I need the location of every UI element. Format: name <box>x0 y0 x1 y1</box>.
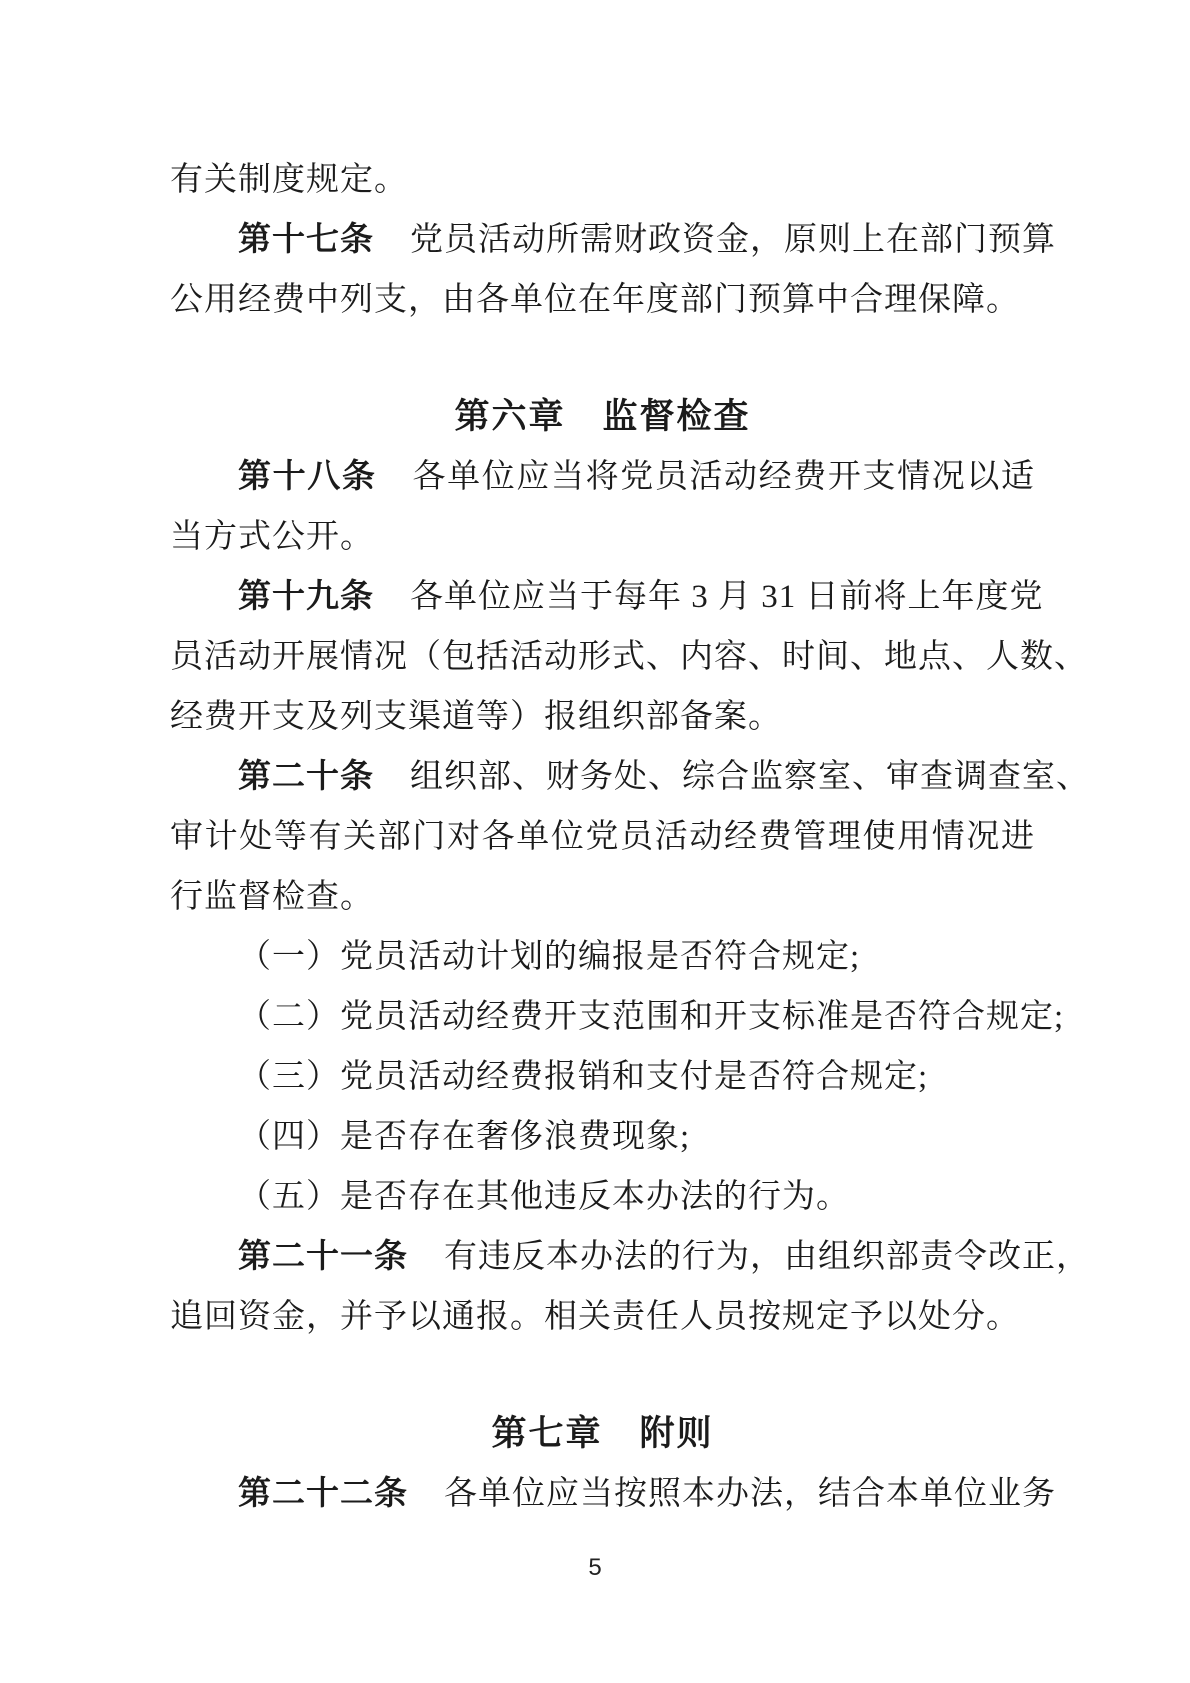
article-19-number: 第十九条 <box>238 579 374 615</box>
body-line: 审计处等有关部门对各单位党员活动经费管理使用情况进 <box>170 819 1035 855</box>
body-line: 有关制度规定。 <box>170 162 408 198</box>
article-21-text: 有违反本办法的行为，由组织部责令改正， <box>444 1239 1090 1275</box>
article-19-text: 各单位应当于每年 3 月 31 日前将上年度党 <box>410 579 1044 615</box>
article-17-number: 第十七条 <box>238 222 374 258</box>
body-line: 经费开支及列支渠道等）报组织部备案。 <box>170 699 782 735</box>
article-21-line <box>170 1227 1090 1287</box>
body-line: 公用经费中列支，由各单位在年度部门预算中合理保障。 <box>170 282 1020 318</box>
article-18-number: 第十八条 <box>238 459 377 495</box>
article-18-line <box>170 447 1035 507</box>
article-21-number: 第二十一条 <box>238 1239 408 1275</box>
article-22-text: 各单位应当按照本办法，结合本单位业务 <box>444 1476 1056 1512</box>
list-item-1: （一）党员活动计划的编报是否符合规定; <box>238 939 861 975</box>
list-item-3: （三）党员活动经费报销和支付是否符合规定; <box>238 1059 929 1095</box>
article-20-text: 组织部、财务处、综合监察室、审查调查室、 <box>410 759 1090 795</box>
article-19-line <box>170 567 1044 627</box>
article-18-text: 各单位应当将党员活动经费开支情况以适 <box>412 459 1036 495</box>
body-line: 员活动开展情况（包括活动形式、内容、时间、地点、人数、 <box>170 639 1088 675</box>
article-17-line <box>170 210 1056 270</box>
list-item-2: （二）党员活动经费开支范围和开支标准是否符合规定; <box>238 999 1065 1035</box>
body-line: 行监督检查。 <box>170 879 374 915</box>
list-item-4: （四）是否存在奢侈浪费现象; <box>238 1119 691 1155</box>
body-line: 当方式公开。 <box>170 519 374 555</box>
article-20-line <box>170 747 1090 807</box>
article-20-number: 第二十条 <box>238 759 374 795</box>
list-item-5: （五）是否存在其他违反本办法的行为。 <box>238 1179 850 1215</box>
chapter-6-heading: 第六章 监督检查 <box>454 397 751 436</box>
page-number: 5 <box>588 1554 602 1581</box>
chapter-7-heading: 第七章 附则 <box>491 1414 714 1453</box>
article-22-line <box>170 1464 1056 1524</box>
document-body <box>170 150 1090 1524</box>
body-line: 追回资金，并予以通报。相关责任人员按规定予以处分。 <box>170 1299 1020 1335</box>
article-17-text: 党员活动所需财政资金，原则上在部门预算 <box>410 222 1056 258</box>
article-22-number: 第二十二条 <box>238 1476 408 1512</box>
